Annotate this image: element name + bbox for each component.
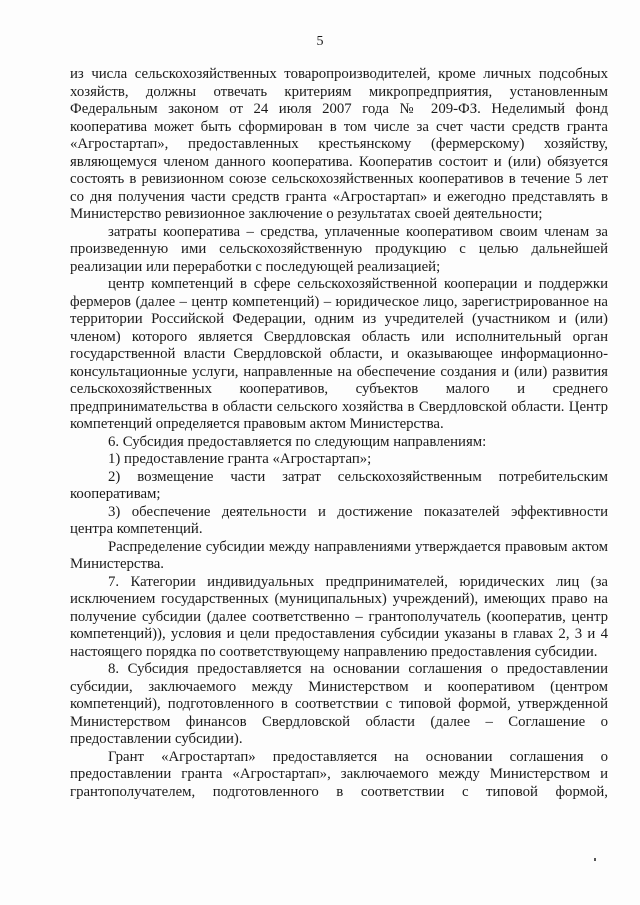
paragraph-clause-7: 7. Категории индивидуальных предпринимателей, юридических лиц (за исключением государственных (муниципальных) учреждений), имеющих право на получение субсидии (далее соответственно – грантополучатель (кооператив, центр компетенций)), условия и цели предоставления субсидии указаны в главах 2, 3 и 4 настоящего порядка по соответствующему направлению предоставления субсидии. <box>70 573 608 660</box>
paragraph-clause-6: 6. Субсидия предоставляется по следующим направлениям: <box>108 433 487 450</box>
paragraph-criteria-continuation: из числа сельскохозяйственных товаропроизводителей, кроме личных подсобных хозяйств, должны отвечать критериям микропредприятия, установленным Федеральным законом от 24 июля 2007 года № 209-ФЗ. Неделимый фонд кооператива может быть сформирован в том числе за счет части средств гранта «Агростартап», предоставленных крестьянскому (фермерскому) хозяйству, являющемуся членом данного кооператива. Кооператив состоит и (или) обязуется состоять в ревизионном союзе сельскохозяйственных кооперативов в течение 5 лет со дня получения части средств гранта «Агростартап» и ежегодно представлять в Министерство ревизионное заключение о результатах своей деятельности; <box>70 66 608 222</box>
paragraph-clause-8: 8. Субсидия предоставляется на основании соглашения о предоставлении субсидии, заключаемого между Министерством и кооперативом (центром компетенций), подготовленного в соответствии с типовой формой, утвержденной Министерством финансов Свердловской области (далее – Соглашение о предоставлении субсидии). <box>70 661 608 747</box>
paragraph-grant-agreement: Грант «Агростартап» предоставляется на основании соглашения о предоставлении гранта «Агростартап», заключаемого между Министерством и грантополучателем, подготовленного в соответствии с типовой формой, <box>70 748 608 800</box>
paragraph-direction-3: 3) обеспечение деятельности и достижение показателей эффективности центра компетенций. <box>70 503 608 537</box>
document-body <box>70 66 608 801</box>
paragraph-direction-1: 1) предоставление гранта «Агростартап»; <box>108 451 372 467</box>
paragraph-competence-center-definition: центр компетенций в сфере сельскохозяйственной кооперации и поддержки фермеров (далее – центр компетенций) – юридическое лицо, зарегистрированное на территории Российской Федерации, одним из учредителей (участником и (или) членом) которого является Свердловская область или исполнительный орган государственной власти Свердловской области, и оказывающее информационно-консультационные услуги, направленные на обеспечение создания и (или) развития сельскохозяйственных кооперативов, субъектов малого и среднего предпринимательства в области сельского хозяйства в Свердловской области. Центр компетенций определяется правовым актом Министерства. <box>70 276 608 432</box>
paragraph-cooperative-costs-definition: затраты кооператива – средства, уплаченные кооперативом своим членам за произведенную ими сельскохозяйственную продукцию с целью дальнейшей реализации или переработки с последующей реализацией; <box>70 223 608 275</box>
page-number: 5 <box>316 34 324 49</box>
paragraph-distribution: Распределение субсидии между направлениями утверждается правовым актом Министерства. <box>70 538 608 572</box>
scan-speck <box>594 858 596 861</box>
paragraph-direction-2: 2) возмещение части затрат сельскохозяйственным потребительским кооперативам; <box>70 468 608 502</box>
